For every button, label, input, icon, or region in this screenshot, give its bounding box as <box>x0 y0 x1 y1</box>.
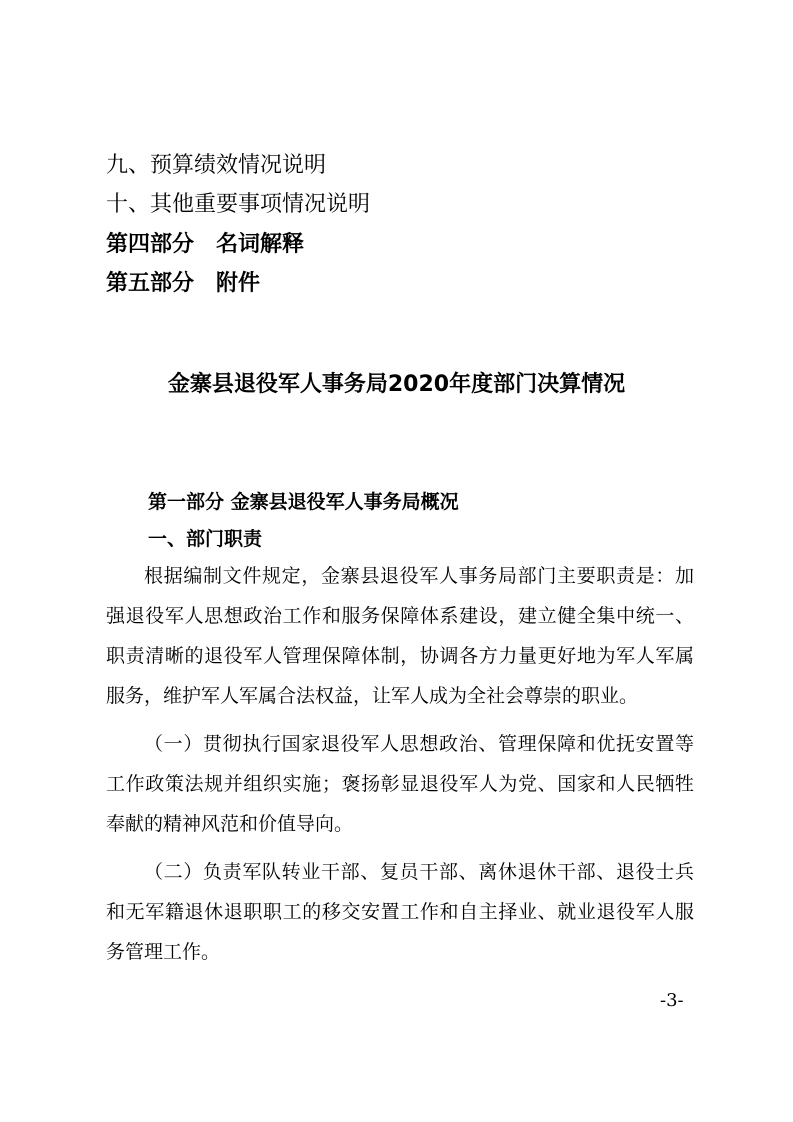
paragraph: （一）贯彻执行国家退役军人思想政治、管理保障和优抚安置等工作政策法规并组织实施；褒扬彰显退役军人为党、国家和人民牺牲奉献的精神风范和价值导向。 <box>106 733 694 835</box>
page-number: -3- <box>660 990 684 1011</box>
toc-part-4: 第四部分 名词解释 <box>106 232 305 257</box>
section-heading-duties: 一、部门职责 <box>148 528 263 550</box>
document-title: 金寨县退役军人事务局2020年度部门决算情况 <box>167 372 626 397</box>
toc-item-10: 十、其他重要事项情况说明 <box>106 192 371 217</box>
toc-item-9: 九、预算绩效情况说明 <box>106 153 327 178</box>
paragraph: 根据编制文件规定，金寨县退役军人事务局部门主要职责是：加强退役军人思想政治工作和服务保障体系建设，建立健全集中统一、职责清晰的退役军人管理保障体制，协调各方力量更好地为军人军属服务，维护军人军属合法权益，让军人成为全社会尊崇的职业。 <box>106 565 694 707</box>
body-text <box>106 556 694 980</box>
paragraph: （二）负责军队转业干部、复员干部、离休退休干部、退役士兵和无军籍退休退职职工的移交安置工作和自主择业、就业退役军人服务管理工作。 <box>106 861 694 963</box>
toc-part-5: 第五部分 附件 <box>106 271 261 296</box>
part1-heading: 第一部分 金寨县退役军人事务局概况 <box>148 491 459 513</box>
